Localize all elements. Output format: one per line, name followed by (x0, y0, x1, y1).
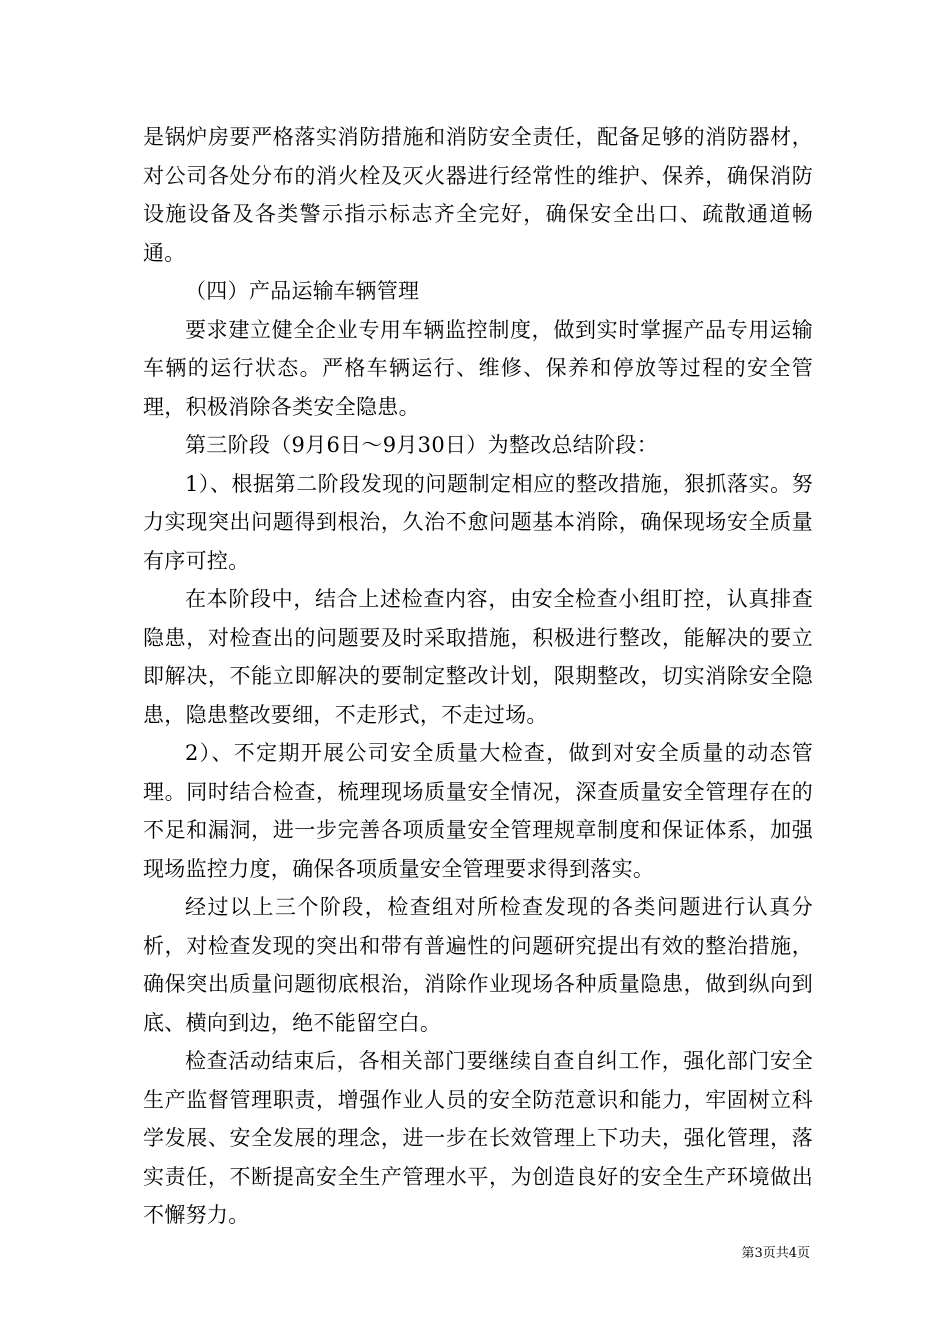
paragraph-summary: 经过以上三个阶段，检查组对所检查发现的各类问题进行认真分析，对检查发现的突出和带有普遍性的问题研究提出有效的整治措施，确保突出质量问题彻底根治，消除作业现场各种质量隐患，做到纵向到底、横向到边，绝不能留空白。 (143, 895, 813, 1035)
paragraph-item-1: 1）、根据第二阶段发现的问题制定相应的整改措施，狠抓落实。努力实现突出问题得到根治，久治不愈问题基本消除，确保现场安全质量有序可控。 (143, 471, 813, 573)
paragraph-stage-details: 在本阶段中，结合上述检查内容，由安全检查小组盯控，认真排查隐患，对检查出的问题要及时采取措施，积极进行整改，能解决的要立即解决，不能立即解决的要制定整改计划，限期整改，切实消除安全隐患，隐患整改要细，不走形式，不走过场。 (143, 587, 813, 727)
paragraph-vehicle-monitoring: 要求建立健全企业专用车辆监控制度，做到实时掌握产品专用运输车辆的运行状态。严格车辆运行、维修、保养和停放等过程的安全管理，积极消除各类安全隐患。 (143, 317, 813, 419)
paragraph-item-2: 2）、不定期开展公司安全质量大检查，做到对安全质量的动态管理。同时结合检查，梳理现场质量安全情况，深查质量安全管理存在的不足和漏洞，进一步完善各项质量安全管理规章制度和保证体系，加强现场监控力度，确保各项质量安全管理要求得到落实。 (143, 741, 813, 881)
paragraph-stage-three: 第三阶段（9月6日～9月30日）为整改总结阶段： (185, 433, 659, 457)
document-body (143, 118, 813, 1235)
section-heading-vehicle-management: （四）产品运输车辆管理 (185, 279, 420, 303)
paragraph-conclusion: 检查活动结束后，各相关部门要继续自查自纠工作，强化部门安全生产监督管理职责，增强作业人员的安全防范意识和能力，牢固树立科学发展、安全发展的理念，进一步在长效管理上下功夫，强化管理，落实责任，不断提高安全生产管理水平，为创造良好的安全生产环境做出不懈努力。 (143, 1049, 813, 1227)
paragraph-fire-safety-continued: 是锅炉房要严格落实消防措施和消防安全责任，配备足够的消防器材，对公司各处分布的消火栓及灭火器进行经常性的维护、保养，确保消防设施设备及各类警示指示标志齐全完好，确保安全出口、疏散通道畅通。 (143, 125, 813, 265)
page-number-footer: 第3页共4页 (741, 1246, 810, 1261)
